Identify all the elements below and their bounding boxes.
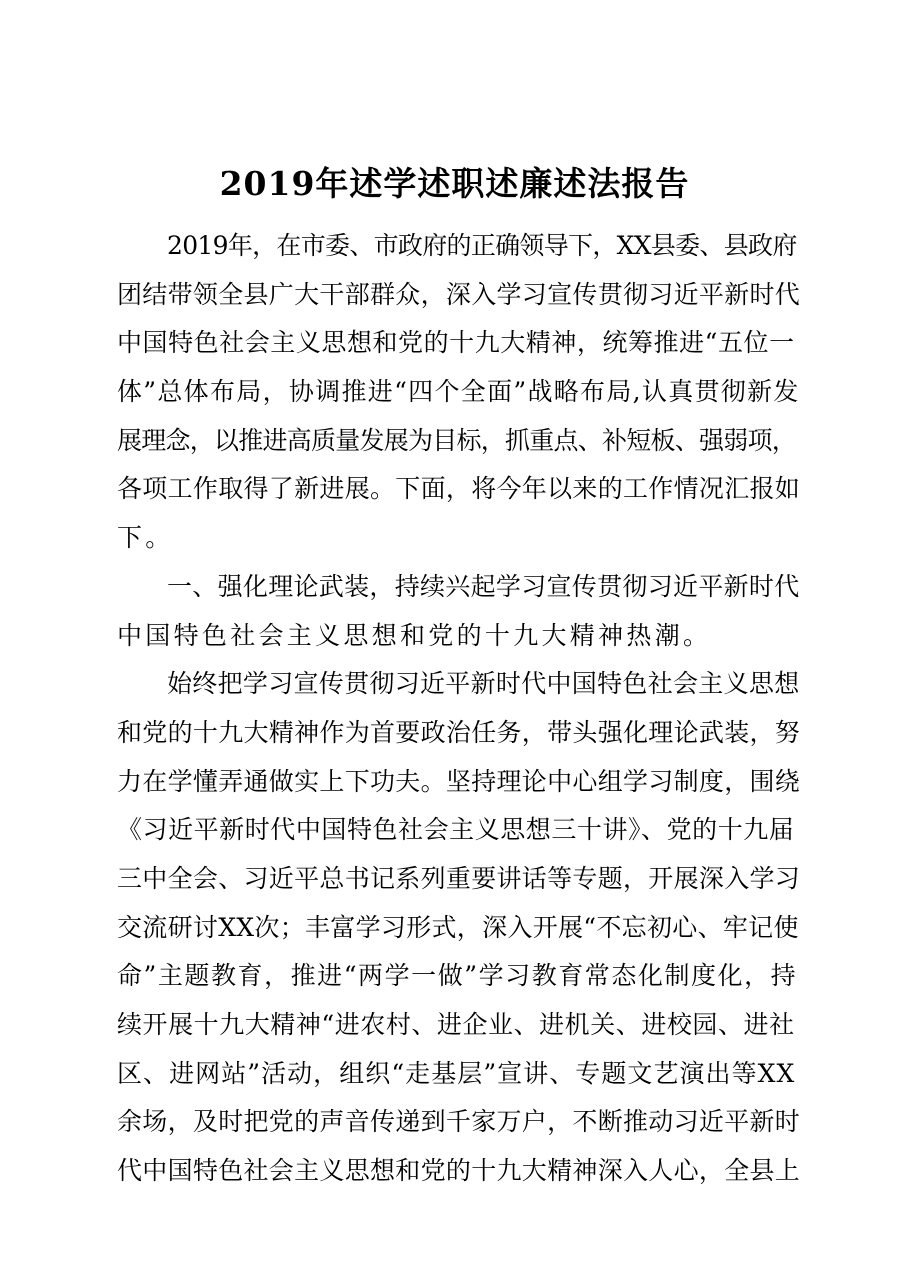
document-title: 2019年述学述职述廉述法报告 [219,164,690,203]
text-line: 体”总体布局，协调推进“四个全面”战略布局,认真贯彻新发 [117,377,800,407]
text-line: 续开展十九大精神“进农村、进企业、进机关、进校园、进社 [117,1010,795,1039]
text-line: 始终把学习宣传贯彻习近平新时代中国特色社会主义思想 [167,669,800,699]
text-line: 余场，及时把党的声音传递到千家万户，不断推动习近平新时 [117,1107,801,1137]
document-body [117,222,800,1196]
section-heading-line: 一、强化理论武装，持续兴起学习宣传贯彻习近平新时代 [167,571,800,601]
text-line: 2019年，在市委、市政府的正确领导下，XX县委、县政府 [167,231,797,260]
text-line: 力在学懂弄通做实上下功夫。坚持理论中心组学习制度，围绕 [117,766,801,796]
text-line: 交流研讨XX次；丰富学习形式，深入开展“不忘初心、牢记使 [117,912,799,942]
section-heading-line: 中国特色社会主义思想和党的十九大精神热潮。 [117,620,712,650]
text-line: 团结带领全县广大干部群众，深入学习宣传贯彻习近平新时代 [117,279,801,309]
text-line: 各项工作取得了新进展。下面，将今年以来的工作情况汇报如 [117,474,801,504]
text-line: 命”主题教育，推进“两学一做”学习教育常态化制度化，持 [117,961,798,991]
text-line: 三中全会、习近平总书记系列重要讲话等专题，开展深入学习 [117,863,801,893]
text-line: 代中国特色社会主义思想和党的十九大精神深入人心，全县上 [117,1156,801,1186]
text-line: 《习近平新时代中国特色社会主义思想三十讲》、党的十九届 [117,815,795,845]
text-line: 和党的十九大精神作为首要政治任务，带头强化理论武装，努 [117,717,801,747]
text-line: 中国特色社会主义思想和党的十九大精神，统筹推进“五位一 [117,328,795,358]
text-line: 下。 [117,523,174,553]
text-line: 区、进网站”活动，组织“走基层”宣讲、专题文艺演出等XX [117,1058,796,1088]
text-line: 展理念，以推进高质量发展为目标，抓重点、补短板、强弱项， [117,425,797,455]
